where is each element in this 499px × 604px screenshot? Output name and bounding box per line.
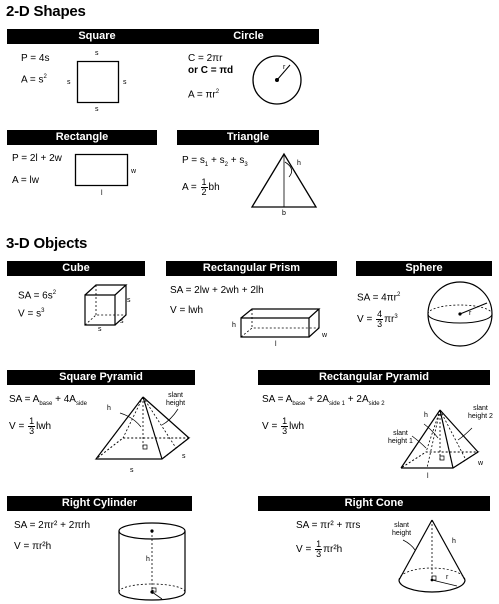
cone-header: Right Cone [258, 496, 490, 511]
rectangle-area: A = lw [12, 175, 39, 186]
cube-edge-label-3: s [98, 326, 102, 333]
circle-circumference: C = 2πr [188, 53, 223, 64]
cone-slant-label: slant height [392, 522, 412, 537]
triangle-height-label: h [297, 160, 301, 167]
rect-prism-volume: V = lwh [170, 305, 204, 316]
rect-pyramid-slant2-label: slant height 2 [468, 405, 493, 420]
sphere-radius-label: r [469, 310, 472, 317]
rectangle-length-label: l [101, 190, 103, 197]
circle-circumference-diameter: or C = πd [188, 65, 234, 76]
rectangle-width-label: w [131, 168, 137, 175]
square-side-top-label: s [95, 50, 99, 57]
cylinder-volume: V = πr²h [14, 541, 52, 552]
cylinder-surface-area: SA = 2πr² + 2πrh [14, 520, 91, 531]
square-side-left-label: s [67, 79, 71, 86]
sq-pyramid-slant-label: slant height [166, 392, 186, 407]
cylinder-height-label: h [146, 556, 150, 563]
cube-surface-area: SA = $6s^2$ [18, 290, 57, 302]
square-perimeter: P = 4s [21, 53, 50, 64]
rect-pyramid-length-label: l [427, 473, 429, 480]
cylinder-radius-label: r [152, 589, 155, 596]
cone-radius-label: r [446, 574, 449, 581]
cube-volume: $V = s^3$ [18, 308, 45, 320]
sq-pyramid-header: Square Pyramid [7, 370, 195, 385]
triangle-area: A = $\frac{1}{2}$ bh [182, 177, 220, 197]
section-title-3d: 3-D Objects [6, 235, 88, 252]
sphere-surface-area: SA = $4\pi r^2$ [357, 292, 401, 304]
rect-pyramid-volume: V = $\frac{1}{3}$ lwh [262, 416, 305, 436]
sq-pyramid-side-label-2: s [182, 453, 186, 460]
circle-radius-label: r [283, 64, 286, 71]
rect-prism-surface-area: SA = 2lw + 2wh + 2lh [170, 285, 264, 296]
cylinder-header: Right Cylinder [7, 496, 192, 511]
cube-edge-label-2: s [120, 318, 124, 325]
circle-diagram [252, 55, 302, 105]
triangle-base-label: b [282, 210, 286, 217]
rect-prism-height-label: h [232, 322, 236, 329]
cone-volume: V = $\frac{1}{3}$ πr²h [296, 539, 343, 559]
sphere-diagram [427, 281, 493, 347]
rect-prism-length-label: l [275, 341, 277, 348]
triangle-perimeter: $P = s_1 + s_2 + s_3$ [182, 155, 248, 168]
circle-area: $A = \pi r^2$ [188, 89, 220, 101]
triangle-diagram [251, 153, 317, 208]
circle-header: Circle [178, 29, 319, 44]
sphere-header: Sphere [356, 261, 492, 276]
cube-header: Cube [7, 261, 145, 276]
square-diagram [77, 61, 119, 103]
rect-prism-diagram [240, 308, 320, 338]
rect-prism-width-label: w [322, 332, 328, 339]
rect-prism-header: Rectangular Prism [166, 261, 337, 276]
sq-pyramid-height-label: h [107, 405, 111, 412]
sq-pyramid-volume: V = $\frac{1}{3}$ lwh [9, 416, 52, 436]
rectangle-perimeter: P = 2l + 2w [12, 153, 62, 164]
rectangle-diagram [75, 154, 128, 186]
sq-pyramid-surface-area: SA = $A_{base} + 4A_{side}$ [9, 394, 87, 407]
rect-pyramid-height-label: h [424, 412, 428, 419]
rect-pyramid-header: Rectangular Pyramid [258, 370, 490, 385]
square-side-bottom-label: s [95, 106, 99, 113]
sphere-volume: V = $\frac{4}{3}$ $\pi r^3$ [357, 309, 398, 329]
section-title-2d: 2-D Shapes [6, 3, 86, 20]
rect-pyramid-surface-area: SA = $A_{base} + 2A_{side 1} + 2A_{side 2}$ [262, 394, 385, 407]
square-header: Square [7, 29, 187, 44]
square-side-right-label: s [123, 79, 127, 86]
square-area: $A = s^2$ [21, 74, 47, 86]
rect-pyramid-slant1-label: slant height 1 [388, 430, 413, 445]
triangle-header: Triangle [177, 130, 319, 145]
rect-pyramid-width-label: w [478, 460, 484, 467]
cone-height-label: h [452, 538, 456, 545]
rectangle-header: Rectangle [7, 130, 157, 145]
cube-edge-label-1: s [127, 297, 131, 304]
cone-surface-area: SA = πr² + πrs [296, 520, 361, 531]
sq-pyramid-side-label: s [130, 467, 134, 474]
